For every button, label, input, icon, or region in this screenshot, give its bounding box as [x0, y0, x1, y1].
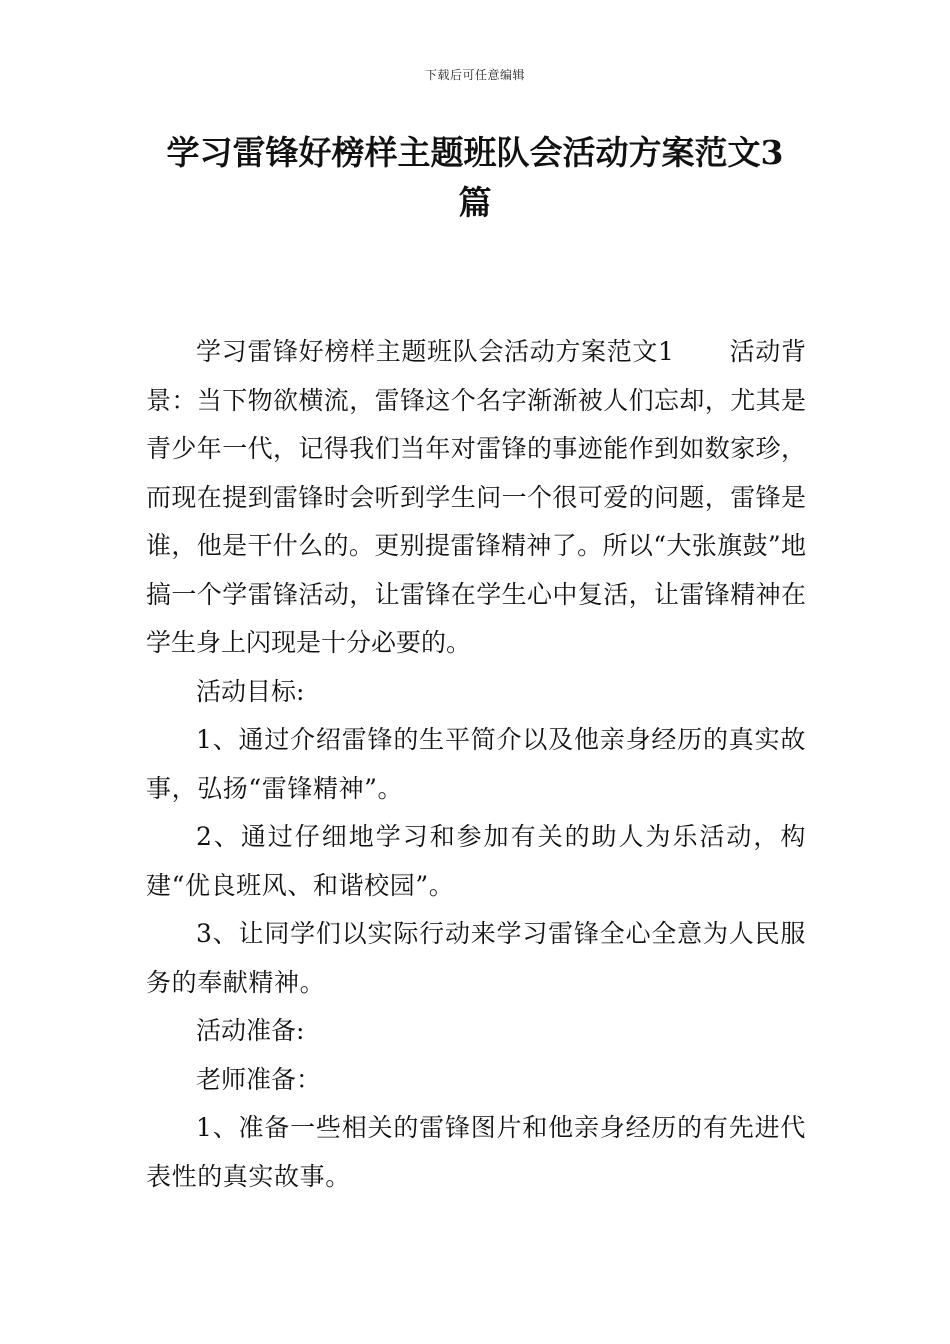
paragraph-goal-1: 1、通过介绍雷锋的生平简介以及他亲身经历的真实故事，弘扬“雷锋精神”。: [146, 725, 806, 803]
paragraph-prep-heading: 活动准备:: [196, 1016, 305, 1045]
paragraph-background: [146, 328, 806, 668]
title-line-2: 篇: [458, 183, 492, 222]
header-note: 下载后可任意编辑: [424, 68, 525, 82]
paragraph-goals-heading: 活动目标:: [196, 676, 305, 706]
document-title: [120, 128, 830, 228]
paragraph-goal-2: 2、通过仔细地学习和参加有关的助人为乐活动，构建“优良班风、和谐校园”。: [146, 822, 806, 900]
section-heading: 学习雷锋好榜样主题班队会活动方案范文1: [196, 337, 674, 366]
paragraph-teacher-prep: 老师准备：: [196, 1064, 322, 1094]
paragraph-text: 活动背景：当下物欲横流，雷锋这个名字渐渐被人们忘却，尤其是青少年一代，记得我们当年对雷锋的事迹能作到如数家珍，而现在提到雷锋时会听到学生问一个很可爱的问题，雷锋是谁，他是干什么的。更别提雷锋精神了。所以“大张旗鼓”地搞一个学雷锋活动，让雷锋在学生心中复活，让雷锋精神在学生身上闪现是十分必要的。: [146, 337, 806, 657]
document-body: [146, 328, 806, 1201]
paragraph-prep-1: 1、准备一些相关的雷锋图片和他亲身经历的有先进代表性的真实故事。: [146, 1113, 806, 1191]
title-line-1: 学习雷锋好榜样主题班队会活动方案范文3: [166, 133, 784, 172]
paragraph-goal-3: 3、让同学们以实际行动来学习雷锋全心全意为人民服务的奉献精神。: [146, 919, 806, 997]
